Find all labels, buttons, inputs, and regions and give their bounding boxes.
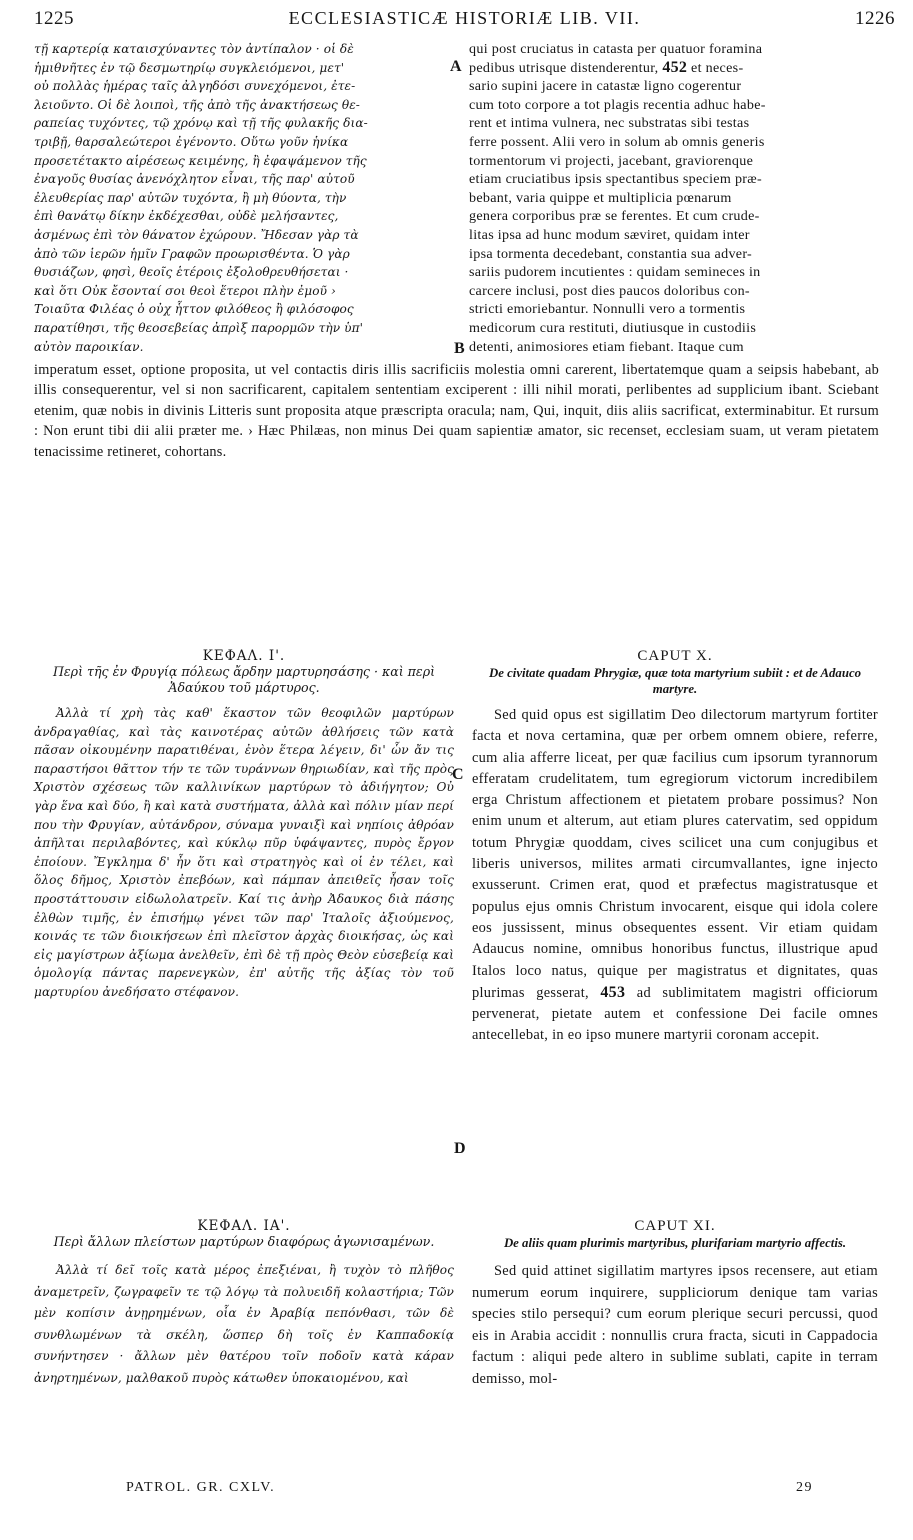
greek-line: προσετέτακτο αἱρέσεως κειμένης, ἢ ἐφαψάμενον τῆς <box>34 153 367 168</box>
cap10-latin-column <box>472 648 878 1047</box>
latin-line: ferre possent. Alii vero in solum ab omnis generis <box>469 133 765 150</box>
column-number: 452 <box>662 58 688 76</box>
greek-line: ἐλευθερίας παρ' αὐτῶν τυχόντα, ἢ μὴ θύοντα, τὴν <box>34 190 347 205</box>
cap11-latin-subheading: De aliis quam plurimis martyribus, plurifariam martyrio affectis. <box>503 1236 847 1250</box>
greek-line: παρατίθησι, τῆς θεοσεβείας ἀπρὶξ παρορμῶν τὴν ὑπ' <box>34 320 364 335</box>
cap11-greek-subheading: Περὶ ἄλλων πλείστων μαρτύρων διαφόρως ἀγωνισαμένων. <box>53 1234 435 1249</box>
greek-line: οὐ πολλὰς ἡμέρας ταῖς ἀλγηδόσι συνεχόμενοι, ἐτε- <box>34 79 356 94</box>
running-head <box>34 8 895 36</box>
cap11-greek-column <box>34 1218 454 1389</box>
greek-line: τριβῇ, θαρσαλεώτεροι ἐγένοντο. Οὕτω γοῦν ἡνίκα <box>34 134 349 149</box>
cap10-greek-heading: ΚΕΦΑΛ. Ι'. <box>202 648 286 664</box>
latin-line: bebant, varia quippe et multiplicia pœnarum <box>469 189 732 206</box>
cap10-greek-text: Ἀλλὰ τί χρὴ τὰς καθ' ἕκαστον τῶν θεοφιλῶν μαρτύρων ἀνδραγαθίας, καὶ τὰς καινοτέρας αὐτῶν ἀθλήσεις τῶν κατὰ πᾶσαν οἰκουμένην παρατιθέναι, ἐνὸν ἕτερα λέγειν, δι' ὧν ἄν τις παραστήσοι θᾶττον τήν τε τῶν τυράννων θηριωδίαν, καὶ τῆς πρὸς Χριστὸν σχέσεως τῶν καλλινίκων μαρτύρων τὸ ἀδιήγητον; Οὐ γὰρ ἕνα καὶ δύο, ἢ καὶ κατὰ συστήματα, ἀλλὰ καὶ πόλιν μίαν περί που τὴν Φρυγίαν, αὐτάνδρον, σύναμα γυναιξὶ καὶ νηπίοις ἀθρόαν ἀπῆλται περιλαβόντες, καὶ κύκλῳ πῦρ ὑφάψαντες, πυρὸς ἔργον ἐποίουν. Ἔγκλημα δ' ἦν ὅτι καὶ στρατηγὸς καὶ οἱ ἐν τέλει, καὶ ὅλος δῆμος, Χριστὸν ἐπεβόων, καὶ πάμπαν ἀπειθεῖς ἦσαν τοῖς προστάττουσιν εἰδωλολατρεῖν. Καί τις ἀνὴρ Ἀδαυκος διὰ πάσης ἐλθὼν τιμῆς, ἐν ἐπισήμῳ γένει τῶν παρ' Ἰταλοῖς ἀξιούμενος, κοινάς τε τῶν διοικήσεων ἐπὶ πλεῖστον ἀρχὰς διοικήσας, ὡς καὶ εἰς μαγίστρων ἀξίωμα ἀνελθεῖν, ἐπὶ δὲ τῇ πρὸς Θεὸν εὐσεβείᾳ καὶ ὁμολογίᾳ πάντας παρενεγκὼν, ἐπ' αὐτῆς τῆς ἀξίας τὸν τοῦ μαρτυρίου ἀνεδήσατο στέφανον. <box>34 706 454 999</box>
greek-line: ἀπὸ τῶν ἱερῶν ἡμῖν Γραφῶν προωρισθέντα. Ὁ γὰρ <box>34 246 350 261</box>
latin-line: tormentorum vi projecti, jacebant, graviorenque <box>469 152 754 169</box>
latin-line: rent et intima vulnera, nec substratas sibi testas <box>469 115 750 132</box>
margin-letter-b: B <box>454 340 465 357</box>
latin-line: qui post cruciatus in catasta per quatuor foramina <box>469 41 763 57</box>
greek-line: καὶ ὅτι Οὐκ ἔσονταί σοι θεοὶ ἕτεροι πλὴν ἐμοῦ › <box>34 283 336 298</box>
greek-line: ραπείας τυχόντες, τῷ χρόνῳ καὶ τῇ τῆς φυλακῆς δια- <box>34 116 368 131</box>
greek-line: τῇ καρτερίᾳ καταισχύναντες τὸν ἀντίπαλον · οἱ δὲ <box>34 42 354 56</box>
cap11-latin-heading: CAPUT XI. <box>634 1218 716 1234</box>
greek-line: αὐτὸν παροικίαν. <box>34 339 144 354</box>
latin-line: etiam cruciatibus ipsis spectantibus speciem præ- <box>469 171 762 188</box>
right-page-number: 1226 <box>854 8 895 29</box>
full-width-latin-paragraph <box>34 360 879 462</box>
latin-line: detenti, animosiores etiam fiebant. Itaque cum <box>469 338 744 355</box>
full-width-text: imperatum esset, optione proposita, ut vel contactis diris illis sacrificiis molestia omni carerent, libertatemque quam a seipsis habebant, ab illis consequerentur, vel si non sacrificarent, capitalem sententiam exciperent : illi nihil morati, perlibentes ad supplicium ibant. Sciebant etenim, quæ nobis in divinis Litteris sunt proposita atque præscripta oracula; nam, Qui, inquit, diis aliis sacrificat, exterminabitur. Et rursum : Non erunt tibi dii alii præter me. › Hæc Philæas, non minus Dei quam sapientiæ amator, sic recenset, ecclesiam suam, ut veram pietatem tenacissime retineret, cohortans. <box>34 362 879 460</box>
latin-line: pedibus utrisque distenderentur, 452 et neces- <box>469 58 744 76</box>
greek-line: θυσιάζων, φησὶ, θεοῖς ἑτέροις ἐξολοθρευθήσεται · <box>34 265 349 280</box>
greek-line: ἡμιθνῆτες ἐν τῷ δεσμωτηρίῳ συγκλειόμενοι, μετ' <box>34 60 345 75</box>
margin-letter-a: A <box>450 58 462 75</box>
left-page-number: 1225 <box>34 8 74 29</box>
cap11-greek-text: Ἀλλὰ τί δεῖ τοῖς κατὰ μέρος ἐπεξιέναι, ἢ τυχὸν τὸ πλῆθος ἀναμετρεῖν, ζωγραφεῖν τε τῷ λόγῳ τὰ πολυειδῆ κολαστήρια; Τῶν μὲν κοπίσιν ἀνῃρημένων, οἷα ἐν Ἀραβίᾳ πεπόνθασι, τῶν δὲ συνθλωμένων τὰ σκέλη, ὥσπερ δὴ τοῖς ἐν Καππαδοκίᾳ συνήντησεν · ἄλλων μὲν θατέρου τοῖν ποδοῖν κατὰ κάραν ἀνηρτημένων, μαλθακοῦ πυρὸς κάτωθεν ὑποκαιομένου, καὶ <box>34 1263 454 1385</box>
footer-sheet-number: 29 <box>796 1480 813 1495</box>
cap10-latin-text: Sed quid opus est sigillatim Deo dilectorum martyrum fortiter facta et nova certamina, quæ per orbem omnem obiere, referre, cum alia afferre liceat, per quæ facilius cum ipsorum tyrannorum efferatam crudelitatem, tum egregiorum victorum incredibilem erga Christum affectionem et pietatem probare possimus? Non enim unum et alterum, aut etiam plures catervatim, sed oppidum totum Phrygiæ quoddam, cives scilicet una cum conjugibus et liberis universos, milites armati circumvallantes, igne injecto exusserunt. Crimen erat, quod et præfectus magistratusque et populus ejus omnis Christum invocarent, eisque qui idola colere eos jussissent, minus obsequentes essent. Vir etiam quidam Adaucus nomine, omnibus honoribus functus, illustrique apud Italos loco natus, quique per magistratus et dignitates, quas plurimas gesserat, 453 ad sublimitatem magistri officiorum pervenerat, pietate autem et confessione Dei facile omnes antecellebat, in eo ipso munere martyrii coronam accepit. <box>472 707 878 1044</box>
top-latin-column <box>469 40 879 356</box>
margin-letter-c: C <box>452 766 464 783</box>
cap10-latin-subheading: De civitate quadam Phrygiæ, quæ tota martyrium subiit : et de Adauco martyre. <box>488 666 862 696</box>
latin-line: medicorum cura restituti, diutiusque in custodiis <box>469 319 757 336</box>
latin-line: carcere inclusi, post dies paucos doloribus con- <box>469 282 750 299</box>
latin-line: genera corporibus præ se ferentes. Et cum crude- <box>469 208 760 225</box>
margin-letter-d: D <box>454 1140 466 1157</box>
cap10-greek-subheading: Περὶ τῆς ἐν Φρυγίᾳ πόλεως ἄρδην μαρτυρησάσης · καὶ περὶ Ἀδαύκου τοῦ μάρτυρος. <box>52 664 436 695</box>
footer-signature: PATROL. GR. CXLV. <box>126 1480 276 1495</box>
cap11-greek-heading: ΚΕΦΑΛ. ΙΑ'. <box>197 1218 291 1234</box>
greek-line: Τοιαῦτα Φιλέας ὁ οὐχ ἧττον φιλόθεος ἢ φιλόσοφος <box>34 302 354 317</box>
latin-line: sario supini jacere in catastæ ligno cogerentur <box>469 78 742 95</box>
cap10-latin-heading: CAPUT X. <box>637 648 713 664</box>
latin-line: cum toto corpore a tot plagis recentia adhuc habe- <box>469 96 766 113</box>
greek-line: λειοῦντο. Οἱ δὲ λοιποὶ, τῆς ἀπὸ τῆς ἀνακτήσεως θε- <box>34 97 360 112</box>
latin-line: stricti emoriebantur. Nonnulli vero a tormentis <box>469 301 746 318</box>
greek-line: ἐπὶ θανάτῳ δίκην ἐκδέχεσθαι, οὐδὲ μελήσαντες, <box>34 209 339 224</box>
cap11-latin-column <box>472 1218 878 1390</box>
latin-line: litas ipsa ad hunc modum sæviret, quidam inter <box>469 226 750 243</box>
top-greek-column <box>34 40 458 356</box>
latin-line: ipsa tormenta decedebant, constantia sua adver- <box>469 245 753 262</box>
greek-line: ἐναγοῦς θυσίας ἀνενόχλητον εἶναι, τῆς παρ' αὐτοῦ <box>34 172 355 187</box>
cap10-greek-column <box>34 648 454 1002</box>
latin-line: sariis pudorem incutientes : quidam semineces in <box>469 264 761 281</box>
running-title: ECCLESIASTICÆ HISTORIÆ LIB. VII. <box>288 8 641 28</box>
column-number: 453 <box>600 983 626 1001</box>
cap11-latin-text: Sed quid attinet sigillatim martyres ipsos recensere, aut etiam numerum eorum inquirere, suppliciorum denique tam varias species stilo persequi? cum eorum plerique securi percussi, quod eis in Arabia accidit : nonnullis crura fracta, sicuti in Cappadocia factum : aliqui pede altero in sublime sublati, capite in terram demisso, mol- <box>472 1263 878 1387</box>
greek-line: ἀσμένως ἐπὶ τὸν θάνατον ἐχώρουν. Ἤδεσαν γὰρ τὰ <box>34 227 359 242</box>
